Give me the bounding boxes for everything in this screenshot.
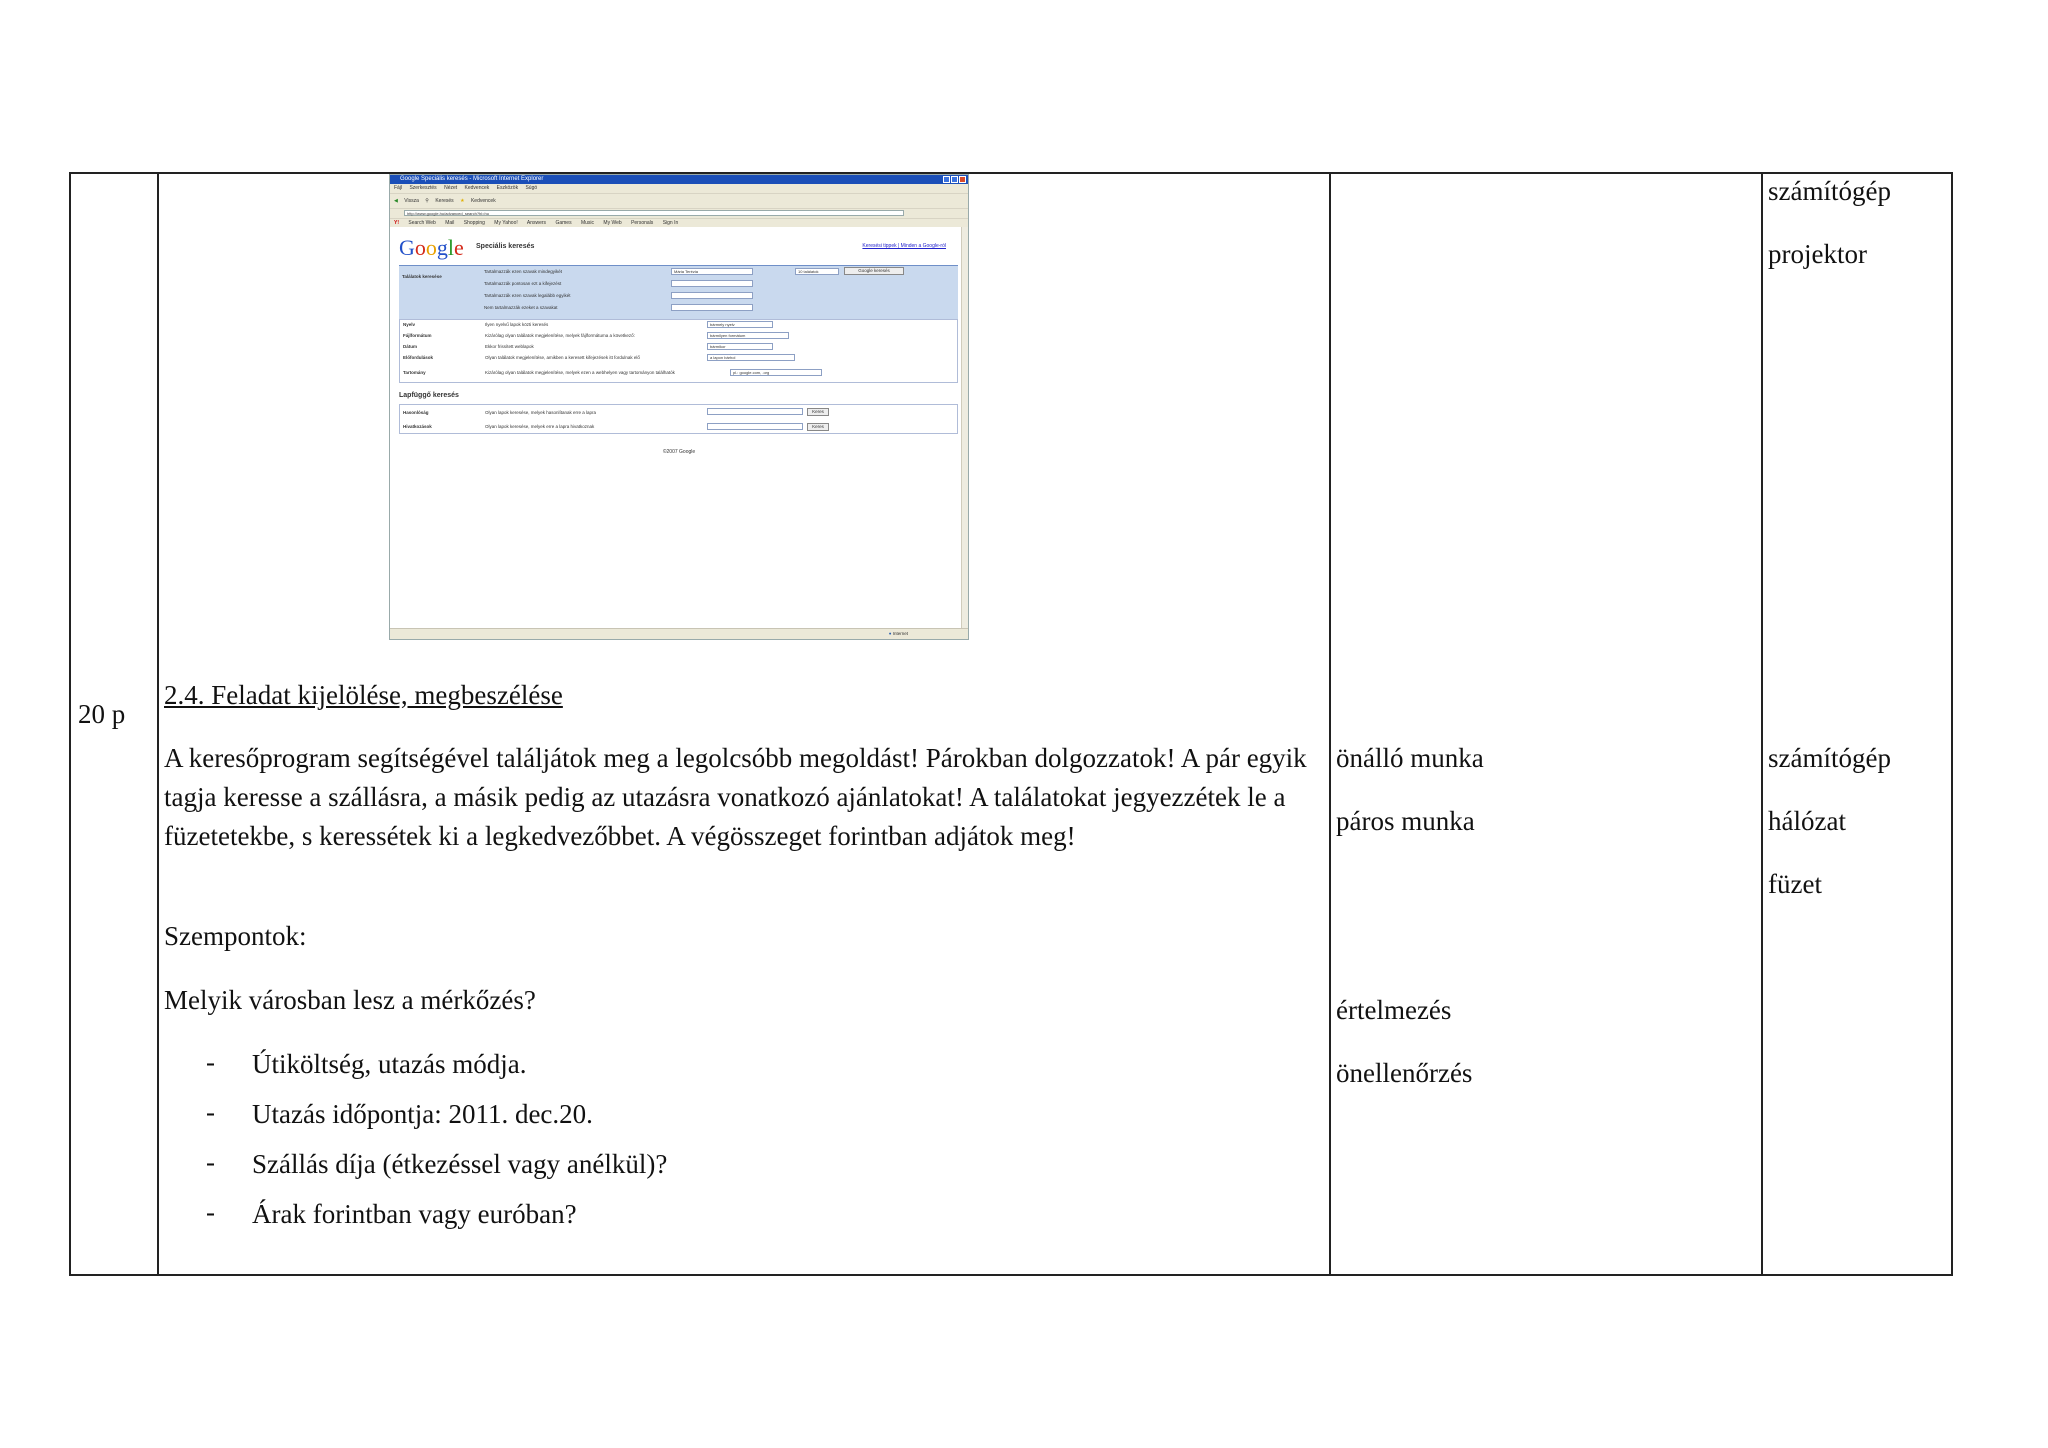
tool-item: projektor: [1768, 239, 1867, 269]
address-input[interactable]: http://www.google.hu/advanced_search?hl=hu: [404, 210, 904, 216]
links-label: Hivatkozások: [403, 424, 432, 429]
page-title: Speciális keresés: [476, 243, 535, 250]
any-words-input[interactable]: [671, 292, 753, 299]
exact-phrase-input[interactable]: [671, 280, 753, 287]
window-titlebar: [390, 175, 968, 184]
yahoo-item[interactable]: Personals: [631, 220, 654, 226]
embedded-browser-screenshot: [389, 174, 969, 640]
status-bar: [390, 628, 968, 639]
domain-input[interactable]: pl.: google.com, .org: [730, 369, 822, 376]
tool-item: számítógép: [1768, 743, 1891, 773]
bullet-item: Árak forintban vagy euróban?: [252, 1199, 577, 1229]
back-icon[interactable]: ◀: [394, 198, 398, 204]
page-specific-title: Lapfüggő keresés: [399, 392, 459, 399]
logo-letter: G: [399, 235, 415, 260]
search-button[interactable]: Keresés: [435, 198, 454, 204]
all-words-input[interactable]: Mária Terézia: [671, 268, 753, 275]
option-desc: Ekkor frissített weblapok: [485, 344, 534, 349]
menu-item[interactable]: Eszközök: [496, 185, 519, 191]
tool-item: füzet: [1768, 869, 1822, 899]
yahoo-item[interactable]: Games: [555, 220, 572, 226]
similar-desc: Olyan lapok keresése, melyek hasonlítanak erre a lapra: [485, 410, 597, 415]
method-item: értelmezés: [1336, 995, 1452, 1025]
back-button[interactable]: Vissza: [404, 198, 419, 204]
logo-letter: o: [414, 235, 426, 260]
bullet-item: Utazás időpontja: 2011. dec.20.: [252, 1099, 593, 1129]
results-count-select[interactable]: 10 találatok: [795, 268, 839, 275]
method-item: önellenőrzés: [1336, 1058, 1473, 1088]
logo-letter: g: [436, 235, 448, 260]
browser-content: [390, 227, 968, 629]
links-input[interactable]: [707, 423, 803, 430]
google-logo: [399, 235, 464, 261]
menu-item[interactable]: Súgó: [525, 185, 538, 191]
google-search-button[interactable]: Google keresés: [844, 267, 904, 275]
status-text: Internet: [892, 631, 908, 636]
language-select[interactable]: bármely nyelv: [707, 321, 773, 328]
yahoo-item[interactable]: My Web: [603, 220, 622, 226]
without-words-input[interactable]: [671, 304, 753, 311]
search-row-label: Nem tartalmazzák ezeket a szavakat: [484, 305, 558, 310]
minimize-icon[interactable]: [943, 176, 950, 183]
links-search-button[interactable]: Keres: [807, 423, 829, 431]
similar-input[interactable]: [707, 408, 803, 415]
file-format-select[interactable]: bármilyen formátum: [707, 332, 789, 339]
close-icon[interactable]: [959, 176, 966, 183]
yahoo-item[interactable]: Shopping: [463, 220, 485, 226]
date-select[interactable]: bármikor: [707, 343, 773, 350]
menu-item[interactable]: Nézet: [444, 185, 458, 191]
option-desc: Kizárólag olyan találatok megjelenítése, melyek ezen a webhelyen vagy tartományon találhatók: [485, 370, 675, 375]
internet-zone: [889, 629, 908, 639]
task-paragraph: A keresőprogram segítségével találjátok meg a legolcsóbb megoldást! Párokban dolgozzatok! A pár egyik tagja keresse a szállásra, a másik pedig az utazásra vonatkozó ajánlatokat! A találatokat jegyezzétek le a füzetetekbe, s keressétek ki a legkedvezőbbet. A végösszeget forintban adjátok meg!: [164, 743, 1307, 851]
maximize-icon[interactable]: [951, 176, 958, 183]
occurrences-select[interactable]: a lapon bárhol: [707, 354, 795, 361]
window-title: Google Speciális keresés - Microsoft Internet Explorer: [400, 176, 544, 182]
menu-item[interactable]: Szerkesztés: [409, 185, 437, 191]
menu-item[interactable]: Kedvencek: [464, 185, 490, 191]
logo-letter: e: [454, 235, 464, 260]
column-divider-3: [1761, 174, 1763, 1274]
yahoo-logo-icon[interactable]: Y!: [394, 220, 399, 226]
search-icon[interactable]: ⚲: [425, 198, 429, 204]
column-divider-1: [157, 174, 159, 1274]
similar-label: Hasonlóság: [403, 410, 429, 415]
similar-search-button[interactable]: Keres: [807, 408, 829, 416]
yahoo-item[interactable]: Sign In: [662, 220, 679, 226]
option-label: Tartomány: [403, 370, 426, 375]
copyright-text: ©2007 Google: [662, 449, 696, 455]
option-label: Nyelv: [403, 322, 416, 327]
bullet-dash: -: [206, 1097, 215, 1127]
bullet-item: Szállás díja (étkezéssel vagy anélkül)?: [252, 1149, 668, 1179]
method-item: páros munka: [1336, 806, 1475, 836]
column-divider-2: [1329, 174, 1331, 1274]
menu-bar: [390, 184, 968, 193]
search-row-label: Tartalmazzák pontosan ezt a kifejezést: [484, 281, 562, 286]
vertical-scrollbar[interactable]: [961, 227, 968, 629]
bullet-dash: -: [206, 1147, 215, 1177]
window-controls: [942, 176, 966, 187]
time-cell: 20 p: [78, 699, 126, 729]
option-desc: Olyan találatok megjelenítése, amikben a keresett kifejezések itt fordulnak elő: [485, 355, 640, 360]
browser-toolbar: [390, 193, 968, 208]
criteria-label: Szempontok:: [164, 921, 307, 951]
yahoo-item[interactable]: Answers: [526, 220, 547, 226]
question-text: Melyik városban lesz a mérkőzés?: [164, 985, 536, 1015]
star-icon[interactable]: ★: [460, 198, 465, 204]
find-results-panel: [399, 265, 958, 319]
address-bar: [390, 208, 968, 218]
options-panel: [399, 319, 958, 383]
logo-letter: o: [425, 235, 437, 260]
option-label: Előfordulások: [403, 355, 434, 360]
globe-icon: ●: [888, 631, 892, 636]
yahoo-item[interactable]: Search Web: [408, 220, 436, 226]
logo-letter: l: [447, 235, 455, 260]
tool-item: számítógép: [1768, 176, 1891, 206]
option-label: Fájlformátum: [403, 333, 432, 338]
bullet-item: Útiköltség, utazás módja.: [252, 1049, 527, 1079]
option-label: Dátum: [403, 344, 418, 349]
yahoo-item[interactable]: My Yahoo!: [494, 220, 518, 226]
menu-item[interactable]: Fájl: [394, 185, 403, 191]
yahoo-item[interactable]: Music: [580, 220, 595, 226]
search-row-label: Tartalmazzák ezen szavak legalább egyikét: [484, 293, 571, 298]
bullet-dash: -: [206, 1047, 215, 1077]
favorites-button[interactable]: Kedvencek: [470, 198, 496, 204]
top-links[interactable]: Keresési tippek | Minden a Google-ról: [862, 243, 946, 249]
tool-item: hálózat: [1768, 806, 1846, 836]
yahoo-item[interactable]: Mail: [445, 220, 455, 226]
section-title: 2.4. Feladat kijelölése, megbeszélése: [164, 680, 563, 710]
bullet-dash: -: [206, 1197, 215, 1227]
option-desc: Kizárólag olyan találatok megjelenítése, melyek fájlformátuma a következő:: [485, 333, 635, 338]
search-row-label: Tartalmazzák ezen szavak mindegyikét: [484, 269, 563, 274]
page-specific-panel: [399, 404, 958, 434]
find-results-label: Találatok keresése: [402, 274, 442, 279]
method-item: önálló munka: [1336, 743, 1484, 773]
option-desc: Ilyen nyelvű lapok közti keresés: [485, 322, 549, 327]
links-desc: Olyan lapok keresése, melyek erre a lapra hivatkoznak: [485, 424, 595, 429]
